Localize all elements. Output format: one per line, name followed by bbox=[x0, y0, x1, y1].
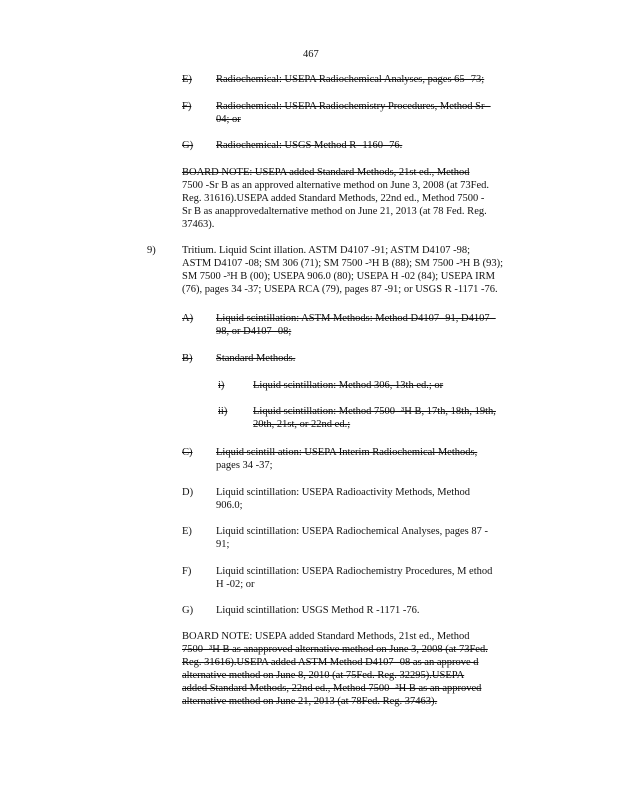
sub-c-line-1: Liquid scintill ation: USEPA Interim Radiochemical Methods, bbox=[216, 447, 478, 458]
board-note-2-line-1: BOARD NOTE: USEPA added Standard Methods, 21st ed., Method bbox=[182, 631, 470, 642]
sub-g-text: Liquid scintillation: USGS Method R -1171 -76. bbox=[216, 605, 420, 616]
sub-d-line-1: Liquid scintillation: USEPA Radioactivity Methods, Method bbox=[216, 487, 470, 498]
sub-e-line-2: 91; bbox=[216, 539, 230, 550]
board-note-2-line-3: Reg. 31616).USEPA added ASTM Method D4107 -08 as an approve d bbox=[182, 657, 479, 668]
sub-d-line-2: 906.0; bbox=[216, 500, 243, 511]
sub-a-line-1: Liquid scintillation: ASTM Methods: Method D4107 -91, D4107 - bbox=[216, 313, 496, 324]
sub-f-letter: F) bbox=[182, 566, 192, 577]
item-9-line-1: Tritium. Liquid Scint illation. ASTM D4107 -91; ASTM D4107 -98; bbox=[182, 245, 471, 256]
board-note-1-line-4: Sr B as anapprovedalternative method on June 21, 2013 (at 78 Fed. Reg. bbox=[182, 206, 487, 217]
item-9-line-4: (76), pages 34 -37; USEPA RCA (79), pages 87 -91; or USGS R -1171 -76. bbox=[182, 284, 498, 295]
sub-b-text: Standard Methods. bbox=[216, 353, 296, 364]
board-note-1-line-5: 37463). bbox=[182, 219, 215, 230]
item-g-text: Radiochemical: USGS Method R -1160 -76. bbox=[216, 140, 403, 151]
item-f-letter: F) bbox=[182, 101, 192, 112]
item-e-text: Radiochemical: USEPA Radiochemical Analyses, pages 65 -73; bbox=[216, 74, 485, 85]
board-note-1-line-3: Reg. 31616).USEPA added Standard Methods, 22nd ed., Method 7500 - bbox=[182, 193, 485, 204]
board-note-1-line-1: BOARD NOTE: USEPA added Standard Methods, 21st ed., Method bbox=[182, 167, 470, 178]
board-note-1-line-2: 7500 -Sr B as an approved alternative method on June 3, 2008 (at 73Fed. bbox=[182, 180, 490, 191]
board-note-2-line-4: alternative method on June 8, 2010 (at 75Fed. Reg. 32295).USEPA bbox=[182, 670, 465, 681]
item-e-letter: E) bbox=[182, 74, 192, 85]
board-note-2-line-2: 7500 -³H B as anapproved alternative method on June 3, 2008 (at 73Fed. bbox=[182, 644, 488, 655]
roman-ii-letter: ii) bbox=[218, 406, 228, 417]
item-9-line-2: ASTM D4107 -08; SM 306 (71); SM 7500 -³H B (88); SM 7500 -³H B (93); bbox=[182, 258, 504, 269]
sub-c-letter: C) bbox=[182, 447, 193, 458]
sub-a-letter: A) bbox=[182, 313, 194, 324]
page-number: 467 bbox=[303, 49, 319, 60]
roman-i-letter: i) bbox=[218, 380, 225, 391]
item-g-letter: G) bbox=[182, 140, 194, 151]
sub-e-letter: E) bbox=[182, 526, 192, 537]
sub-d-letter: D) bbox=[182, 487, 194, 498]
item-9-number: 9) bbox=[147, 245, 156, 256]
sub-f-line-2: H -02; or bbox=[216, 579, 255, 590]
sub-c-line-2: pages 34 -37; bbox=[216, 460, 273, 471]
sub-g-letter: G) bbox=[182, 605, 194, 616]
sub-f-line-1: Liquid scintillation: USEPA Radiochemistry Procedures, M ethod bbox=[216, 566, 493, 577]
sub-b-letter: B) bbox=[182, 353, 193, 364]
item-9-line-3: SM 7500 -³H B (00); USEPA 906.0 (80); USEPA H -02 (84); USEPA IRM bbox=[182, 271, 495, 282]
roman-i-text: Liquid scintillation: Method 306, 13th ed.; or bbox=[253, 380, 444, 391]
board-note-2-line-5: added Standard Methods, 22nd ed., Method 7500 -³H B as an approved bbox=[182, 683, 482, 694]
board-note-2-line-6: alternative method on June 21, 2013 (at 78Fed. Reg. 37463). bbox=[182, 696, 438, 707]
sub-a-line-2: 98, or D4107 -08; bbox=[216, 326, 292, 337]
roman-ii-line-1: Liquid scintillation: Method 7500 -³H B, 17th, 18th, 19th, bbox=[253, 406, 496, 417]
item-f-line-1: Radiochemical: USEPA Radiochemistry Procedures, Method Sr - bbox=[216, 101, 491, 112]
roman-ii-line-2: 20th, 21st, or 22nd ed.; bbox=[253, 419, 351, 430]
item-f-line-2: 04; or bbox=[216, 114, 241, 125]
sub-e-line-1: Liquid scintillation: USEPA Radiochemical Analyses, pages 87 - bbox=[216, 526, 489, 537]
